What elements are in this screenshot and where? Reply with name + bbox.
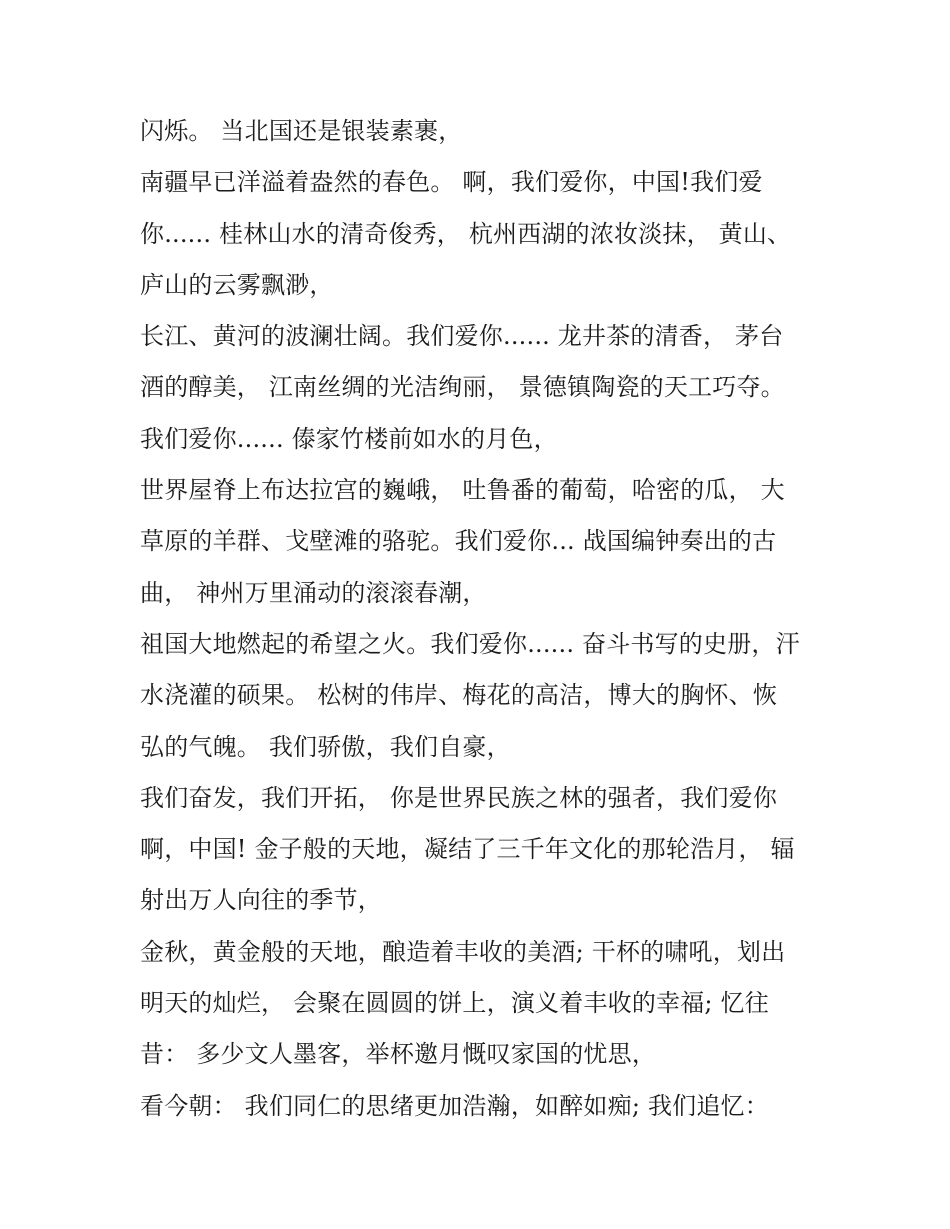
- text-line: 曲， 神州万里涌动的滚滚春潮，: [140, 578, 487, 607]
- text-line: 世界屋脊上布达拉宫的巍峨， 吐鲁番的葡萄，哈密的瓜， 大: [140, 476, 785, 505]
- text-line: 昔： 多少文人墨客，举杯邀月慨叹家国的忧思，: [140, 1040, 657, 1069]
- text-line: 弘的气魄。 我们骄傲，我们自豪，: [140, 732, 511, 761]
- text-line: 闪烁。 当北国还是银装素裹，: [140, 117, 463, 145]
- text-line: 草原的羊群、戈壁滩的骆驼。我们爱你... 战国编钟奏出的古: [140, 527, 777, 556]
- text-line: 射出万人向往的季节，: [140, 886, 382, 915]
- text-line: 庐山的云雾飘渺，: [140, 270, 334, 299]
- text-line: 金秋，黄金般的天地，酿造着丰收的美酒; 干杯的啸吼，划出: [140, 937, 786, 966]
- text-line: 酒的醇美， 江南丝绸的光洁绚丽， 景德镇陶瓷的天工巧夺。: [140, 373, 785, 402]
- text-line: 祖国大地燃起的希望之火。我们爱你...... 奋斗书写的史册，汗: [140, 629, 800, 658]
- text-line: 水浇灌的硕果。 松树的伟岸、梅花的高洁，博大的胸怀、恢: [140, 681, 778, 710]
- text-line: 长江、黄河的波澜壮阔。我们爱你...... 龙井茶的清香， 茅台: [140, 322, 784, 351]
- text-line: 你...... 桂林山水的清奇俊秀， 杭州西湖的浓妆淡抹， 黄山、: [140, 219, 792, 248]
- text-line: 我们奋发，我们开拓， 你是世界民族之林的强者，我们爱你: [140, 783, 778, 812]
- text-line: 看今朝： 我们同仁的思绪更加浩瀚，如醉如痴; 我们追忆：: [140, 1091, 769, 1120]
- text-line: 明天的灿烂， 会聚在圆圆的饼上，演义着丰收的幸福; 忆往: [140, 989, 769, 1018]
- body-text: [140, 106, 830, 1132]
- text-line: 我们爱你...... 傣家竹楼前如水的月色，: [140, 424, 558, 453]
- text-line: 南疆早已洋溢着盎然的春色。 啊，我们爱你，中国!我们爱: [140, 168, 763, 197]
- text-line: 啊，中国! 金子般的天地，凝结了三千年文化的那轮浩月， 辐: [140, 835, 795, 864]
